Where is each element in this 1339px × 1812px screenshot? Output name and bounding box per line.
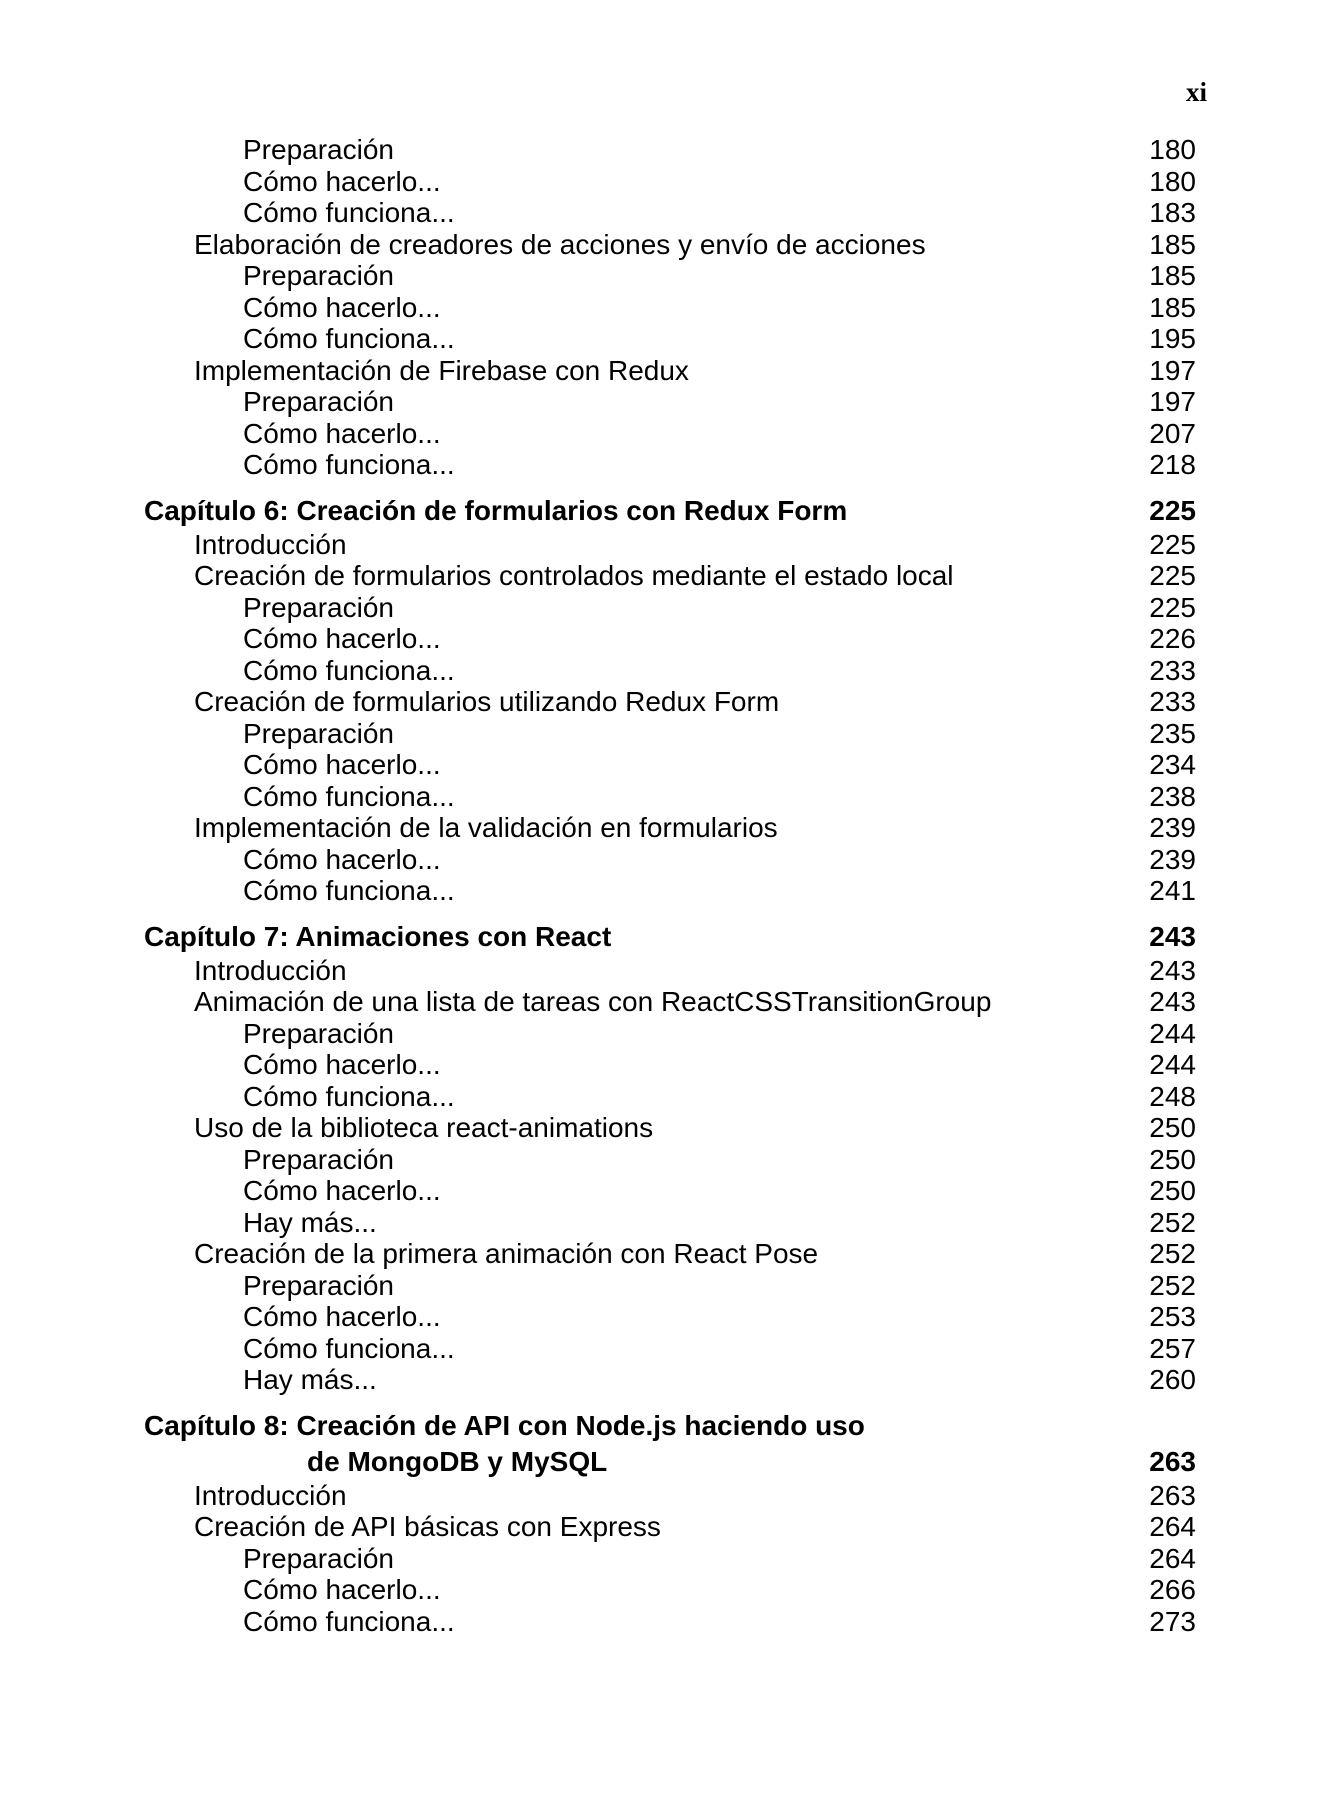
toc-entry-page: 260 [1149,1364,1196,1395]
toc-entry-page: 264 [1149,1511,1196,1542]
toc-entry-page: 238 [1149,780,1196,812]
toc-subsection[interactable] [144,1049,1196,1081]
toc-entry-page: 235 [1149,717,1196,749]
toc-subsection[interactable] [144,1018,1196,1050]
toc-entry-title: Creación de formularios utilizando Redux Form [194,686,780,717]
toc-entry-title: Cómo funciona... [243,449,455,480]
toc-section[interactable] [144,560,1196,592]
toc-section[interactable] [144,986,1196,1018]
toc-section[interactable] [144,1480,1196,1512]
toc-entry-page: 234 [1149,749,1196,780]
toc-subsection[interactable] [144,449,1196,481]
toc-subsection[interactable] [144,386,1196,418]
toc-entry-title: Creación de API básicas con Express [194,1511,661,1542]
toc-entry-page: 250 [1149,1112,1196,1143]
toc-entry-title: Hay más... [243,1206,377,1238]
toc-entry-page: 252 [1149,1238,1196,1269]
toc-entry-page: 248 [1149,1080,1196,1112]
toc-subsection[interactable] [144,844,1196,876]
toc-subsection[interactable] [144,1081,1196,1113]
toc-subsection[interactable] [144,875,1196,907]
toc-section[interactable] [144,812,1196,844]
toc-chapter-continuation[interactable] [144,1444,1196,1480]
toc-entry-title: Cómo funciona... [243,323,455,354]
toc-subsection[interactable] [144,1574,1196,1606]
toc-entry-title: Cómo funciona... [243,1332,455,1364]
toc-entry-title: Cómo hacerlo... [243,417,441,449]
toc-entry-page: 180 [1149,134,1196,165]
toc-entry-title: Creación de formularios controlados mediante el estado local [194,560,954,591]
page-number: xi [1185,77,1207,107]
toc-subsection[interactable] [144,1270,1196,1302]
toc-entry-page: 225 [1149,560,1196,591]
toc-entry-title: Implementación de Firebase con Redux [194,354,689,386]
toc-entry-title: Preparación [243,386,394,417]
toc-entry-page: 185 [1149,228,1196,260]
toc-entry-title: Cómo funciona... [243,1605,455,1637]
toc-entry-page: 244 [1149,1017,1196,1049]
toc-subsection[interactable] [144,1333,1196,1365]
toc-entry-title: Introducción [194,954,347,986]
toc-entry-title: Capítulo 6: Creación de formularios con Redux Form [144,494,848,526]
toc-entry-title: Preparación [243,1017,394,1049]
toc-subsection[interactable] [144,1301,1196,1333]
toc-entry-title: Implementación de la validación en formularios [194,812,778,843]
toc-subsection[interactable] [144,1175,1196,1207]
toc-entry-title: Cómo hacerlo... [243,843,441,875]
toc-subsection[interactable] [144,1207,1196,1239]
toc-entry-title: Cómo funciona... [243,654,455,686]
toc-subsection[interactable] [144,418,1196,450]
toc-entry-page: 207 [1149,417,1196,449]
toc-subsection[interactable] [144,1144,1196,1176]
toc-entry-title: Preparación [243,717,394,749]
toc-entry-page: 233 [1149,686,1196,717]
toc-entry-title: Preparación [243,591,394,623]
toc-entry-title: Cómo hacerlo... [243,1574,441,1605]
toc-entry-title: Cómo funciona... [243,1080,455,1112]
toc-section[interactable] [144,229,1196,261]
toc-entry-title: Animación de una lista de tareas con ReactCSSTransitionGroup [194,986,992,1017]
toc-section[interactable] [144,1238,1196,1270]
toc-entry-title: Cómo hacerlo... [243,291,441,323]
toc-subsection[interactable] [144,1606,1196,1638]
toc-entry-title: Cómo hacerlo... [243,165,441,197]
toc-entry-title: Hay más... [243,1364,377,1395]
toc-entry-title: Uso de la biblioteca react-animations [194,1112,654,1143]
toc-entry-page: 252 [1149,1206,1196,1238]
toc-entry-title: Creación de la primera animación con React Pose [194,1238,819,1269]
toc-entry-page: 218 [1149,449,1196,480]
toc-section[interactable] [144,686,1196,718]
toc-entry-page: 225 [1149,591,1196,623]
toc-entry-page: 252 [1149,1269,1196,1301]
toc-subsection[interactable] [144,1543,1196,1575]
toc-subsection[interactable] [144,655,1196,687]
toc-entry-title: Preparación [243,1542,394,1574]
toc-chapter[interactable] [144,493,1196,529]
toc-entry-page: 233 [1149,654,1196,686]
toc-entry-title: Preparación [243,1143,394,1175]
toc-subsection[interactable] [144,292,1196,324]
toc-entry-page: 243 [1149,954,1196,986]
toc-entry-title: Cómo funciona... [243,875,455,906]
toc-subsection[interactable] [144,197,1196,229]
toc-entry-page: 263 [1149,1445,1196,1477]
toc-entry-page: 244 [1149,1049,1196,1080]
toc-entry-page: 243 [1149,920,1196,952]
toc-entry-title: Cómo hacerlo... [243,749,441,780]
toc-entry-title: Elaboración de creadores de acciones y envío de acciones [194,228,926,260]
toc-section[interactable] [144,355,1196,387]
toc-entry-page: 180 [1149,165,1196,197]
toc-entry-title: Capítulo 7: Animaciones con React [144,920,612,952]
toc-entry-title: Introducción [194,1479,347,1511]
toc-entry-page: 225 [1149,528,1196,560]
toc-entry-page: 225 [1149,494,1196,526]
toc-entry-page: 266 [1149,1574,1196,1605]
toc-subsection[interactable] [144,260,1196,292]
toc-entry-title: Cómo hacerlo... [243,1175,441,1206]
toc-entry-page: 257 [1149,1332,1196,1364]
toc-subsection[interactable] [144,781,1196,813]
toc-subsection[interactable] [144,323,1196,355]
toc-section[interactable] [144,529,1196,561]
toc-entry-page: 253 [1149,1301,1196,1332]
toc-subsection[interactable] [144,592,1196,624]
toc-section[interactable] [144,1511,1196,1543]
toc-entry-title: Cómo funciona... [243,780,455,812]
toc-entry-title: Cómo funciona... [243,197,455,228]
toc-subsection[interactable] [144,166,1196,198]
toc-entry-title: Cómo hacerlo... [243,1301,441,1332]
toc-entry-page: 264 [1149,1542,1196,1574]
toc-entry-title: Capítulo 8: Creación de API con Node.js haciendo uso [144,1409,865,1441]
toc-entry-title: de MongoDB y MySQL [307,1445,608,1477]
toc-entry-page: 273 [1149,1605,1196,1637]
toc-entry-page: 263 [1149,1479,1196,1511]
toc-section[interactable] [144,1112,1196,1144]
toc-entry-page: 185 [1149,291,1196,323]
toc-entry-page: 243 [1149,986,1196,1017]
toc-entry-title: Cómo hacerlo... [243,623,441,654]
toc-entry-page: 197 [1149,354,1196,386]
toc-entry-page: 239 [1149,812,1196,843]
toc-entry-page: 250 [1149,1143,1196,1175]
toc-chapter[interactable] [144,1408,1196,1444]
toc-entry-page: 197 [1149,386,1196,417]
toc-entry-page: 183 [1149,197,1196,228]
toc-subsection[interactable] [144,623,1196,655]
toc-subsection[interactable] [144,134,1196,166]
toc-entry-title: Preparación [243,260,394,291]
toc-entry-page: 185 [1149,260,1196,291]
toc-entry-title: Introducción [194,528,347,560]
toc-subsection[interactable] [144,1364,1196,1396]
toc-entry-title: Preparación [243,134,394,165]
toc-entry-page: 226 [1149,623,1196,654]
toc-subsection[interactable] [144,718,1196,750]
table-of-contents [144,134,1196,1637]
toc-entry-page: 241 [1149,875,1196,906]
toc-entry-title: Cómo hacerlo... [243,1049,441,1080]
toc-chapter[interactable] [144,919,1196,955]
toc-subsection[interactable] [144,749,1196,781]
toc-entry-page: 195 [1149,323,1196,354]
toc-entry-title: Preparación [243,1269,394,1301]
toc-entry-page: 239 [1149,843,1196,875]
toc-section[interactable] [144,955,1196,987]
toc-entry-page: 250 [1149,1175,1196,1206]
